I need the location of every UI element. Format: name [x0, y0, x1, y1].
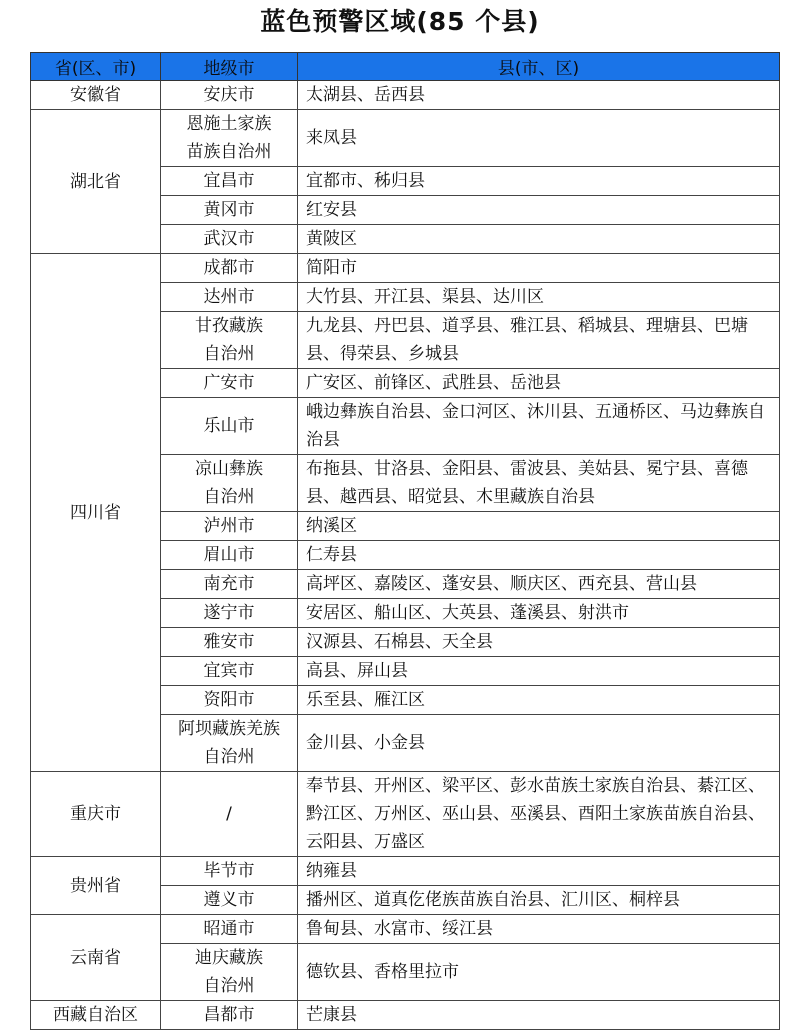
province-cell: 安徽省: [31, 81, 161, 110]
county-cell: 红安县: [298, 196, 780, 225]
county-cell: 广安区、前锋区、武胜县、岳池县: [298, 369, 780, 398]
county-cell: 宜都市、秭归县: [298, 167, 780, 196]
city-cell: 宜昌市: [161, 167, 298, 196]
county-cell: 金川县、小金县: [298, 715, 780, 772]
city-cell: 雅安市: [161, 628, 298, 657]
city-cell: 昭通市: [161, 915, 298, 944]
header-city: 地级市: [161, 53, 298, 81]
city-cell: 凉山彝族 自治州: [161, 455, 298, 512]
warning-region-table: [30, 52, 780, 1030]
county-cell: 仁寿县: [298, 541, 780, 570]
city-cell: 泸州市: [161, 512, 298, 541]
table-row: [31, 857, 780, 886]
province-cell: 贵州省: [31, 857, 161, 915]
city-cell: 迪庆藏族 自治州: [161, 944, 298, 1001]
county-cell: 九龙县、丹巴县、道孚县、雅江县、稻城县、理塘县、巴塘县、得荣县、乡城县: [298, 312, 780, 369]
city-cell: 甘孜藏族 自治州: [161, 312, 298, 369]
city-cell: 成都市: [161, 254, 298, 283]
county-cell: 峨边彝族自治县、金口河区、沐川县、五通桥区、马边彝族自治县: [298, 398, 780, 455]
header-county: 县(市、区): [298, 53, 780, 81]
county-cell: 黄陂区: [298, 225, 780, 254]
province-cell: 西藏自治区: [31, 1001, 161, 1030]
county-cell: 奉节县、开州区、梁平区、彭水苗族土家族自治县、綦江区、黔江区、万州区、巫山县、巫溪县、酉阳土家族苗族自治县、云阳县、万盛区: [298, 772, 780, 857]
table-row: [31, 81, 780, 110]
city-cell: 遂宁市: [161, 599, 298, 628]
county-cell: 汉源县、石棉县、天全县: [298, 628, 780, 657]
header-row: [31, 53, 780, 81]
county-cell: 简阳市: [298, 254, 780, 283]
county-cell: 纳雍县: [298, 857, 780, 886]
page-title: 蓝色预警区域(85 个县): [260, 7, 540, 36]
city-cell: 达州市: [161, 283, 298, 312]
county-cell: 安居区、船山区、大英县、蓬溪县、射洪市: [298, 599, 780, 628]
city-cell: 眉山市: [161, 541, 298, 570]
city-cell: 南充市: [161, 570, 298, 599]
county-cell: 鲁甸县、水富市、绥江县: [298, 915, 780, 944]
warning-table-container: [30, 52, 779, 1030]
city-cell: 安庆市: [161, 81, 298, 110]
table-row: [31, 110, 780, 167]
city-cell: 资阳市: [161, 686, 298, 715]
table-row: [31, 1001, 780, 1030]
city-cell: 恩施土家族 苗族自治州: [161, 110, 298, 167]
table-row: [31, 915, 780, 944]
city-cell: 乐山市: [161, 398, 298, 455]
county-cell: 德钦县、香格里拉市: [298, 944, 780, 1001]
city-cell: 宜宾市: [161, 657, 298, 686]
table-header: [31, 53, 780, 81]
city-cell: 武汉市: [161, 225, 298, 254]
county-cell: 播州区、道真仡佬族苗族自治县、汇川区、桐梓县: [298, 886, 780, 915]
province-cell: 四川省: [31, 254, 161, 772]
header-province: 省(区、市): [31, 53, 161, 81]
table-row: [31, 772, 780, 857]
county-cell: 纳溪区: [298, 512, 780, 541]
city-cell: /: [161, 772, 298, 857]
city-cell: 黄冈市: [161, 196, 298, 225]
table-body: [31, 81, 780, 1030]
province-cell: 重庆市: [31, 772, 161, 857]
county-cell: 布拖县、甘洛县、金阳县、雷波县、美姑县、冕宁县、喜德县、越西县、昭觉县、木里藏族自治县: [298, 455, 780, 512]
city-cell: 阿坝藏族羌族 自治州: [161, 715, 298, 772]
city-cell: 毕节市: [161, 857, 298, 886]
province-cell: 湖北省: [31, 110, 161, 254]
table-row: [31, 254, 780, 283]
county-cell: 来凤县: [298, 110, 780, 167]
county-cell: 高县、屏山县: [298, 657, 780, 686]
city-cell: 遵义市: [161, 886, 298, 915]
county-cell: 芒康县: [298, 1001, 780, 1030]
county-cell: 大竹县、开江县、渠县、达川区: [298, 283, 780, 312]
county-cell: 太湖县、岳西县: [298, 81, 780, 110]
city-cell: 昌都市: [161, 1001, 298, 1030]
county-cell: 高坪区、嘉陵区、蓬安县、顺庆区、西充县、营山县: [298, 570, 780, 599]
city-cell: 广安市: [161, 369, 298, 398]
province-cell: 云南省: [31, 915, 161, 1001]
county-cell: 乐至县、雁江区: [298, 686, 780, 715]
